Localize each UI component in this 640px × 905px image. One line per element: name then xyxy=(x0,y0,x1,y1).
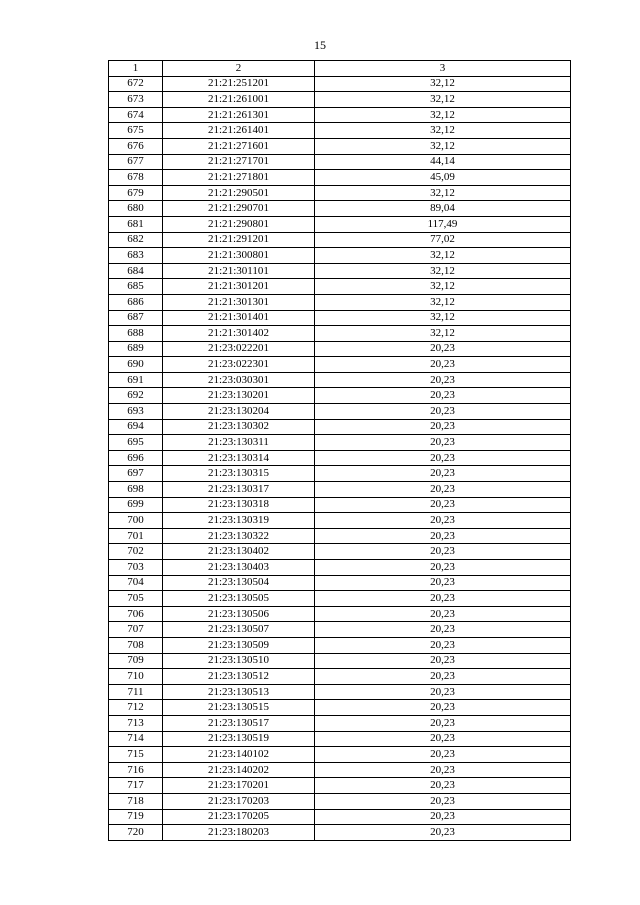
value-cell: 20,23 xyxy=(315,560,571,576)
row-number-cell: 710 xyxy=(109,669,163,685)
value-cell: 20,23 xyxy=(315,341,571,357)
table-row xyxy=(109,497,571,513)
table-row xyxy=(109,637,571,653)
cadastral-code-cell: 21:23:130507 xyxy=(163,622,315,638)
row-number-cell: 708 xyxy=(109,637,163,653)
row-number-cell: 712 xyxy=(109,700,163,716)
value-cell: 20,23 xyxy=(315,497,571,513)
cadastral-code-cell: 21:23:140102 xyxy=(163,747,315,763)
cadastral-code-cell: 21:21:290701 xyxy=(163,201,315,217)
cadastral-code-cell: 21:23:170203 xyxy=(163,793,315,809)
value-cell: 32,12 xyxy=(315,92,571,108)
row-number-cell: 683 xyxy=(109,248,163,264)
table-row xyxy=(109,450,571,466)
row-number-cell: 697 xyxy=(109,466,163,482)
cadastral-code-cell: 21:23:130509 xyxy=(163,637,315,653)
value-cell: 20,23 xyxy=(315,528,571,544)
table-row xyxy=(109,762,571,778)
table-row xyxy=(109,294,571,310)
table-row xyxy=(109,778,571,794)
cadastral-code-cell: 21:21:261001 xyxy=(163,92,315,108)
value-cell: 20,23 xyxy=(315,700,571,716)
cadastral-code-cell: 21:21:301301 xyxy=(163,294,315,310)
cadastral-code-cell: 21:23:130515 xyxy=(163,700,315,716)
table-row xyxy=(109,622,571,638)
cadastral-code-cell: 21:23:130302 xyxy=(163,419,315,435)
value-cell: 20,23 xyxy=(315,419,571,435)
row-number-cell: 681 xyxy=(109,216,163,232)
data-table xyxy=(108,60,571,841)
row-number-cell: 695 xyxy=(109,435,163,451)
row-number-cell: 715 xyxy=(109,747,163,763)
value-cell: 32,12 xyxy=(315,326,571,342)
value-cell: 32,12 xyxy=(315,123,571,139)
value-cell: 117,49 xyxy=(315,216,571,232)
cadastral-code-cell: 21:23:140202 xyxy=(163,762,315,778)
row-number-cell: 709 xyxy=(109,653,163,669)
value-cell: 32,12 xyxy=(315,76,571,92)
table-header xyxy=(109,61,571,77)
row-number-cell: 679 xyxy=(109,185,163,201)
cadastral-code-cell: 21:21:290501 xyxy=(163,185,315,201)
cadastral-code-cell: 21:23:130322 xyxy=(163,528,315,544)
value-cell: 20,23 xyxy=(315,591,571,607)
row-number-cell: 689 xyxy=(109,341,163,357)
value-cell: 20,23 xyxy=(315,372,571,388)
cadastral-code-cell: 21:21:261401 xyxy=(163,123,315,139)
value-cell: 20,23 xyxy=(315,606,571,622)
table-row xyxy=(109,123,571,139)
value-cell: 32,12 xyxy=(315,310,571,326)
cadastral-code-cell: 21:21:300801 xyxy=(163,248,315,264)
value-cell: 20,23 xyxy=(315,513,571,529)
row-number-cell: 685 xyxy=(109,279,163,295)
row-number-cell: 720 xyxy=(109,825,163,841)
cadastral-code-cell: 21:21:261301 xyxy=(163,107,315,123)
table-row xyxy=(109,326,571,342)
cadastral-code-cell: 21:23:130314 xyxy=(163,450,315,466)
row-number-cell: 690 xyxy=(109,357,163,373)
cadastral-code-cell: 21:23:022201 xyxy=(163,341,315,357)
cadastral-code-cell: 21:23:130506 xyxy=(163,606,315,622)
table-row xyxy=(109,248,571,264)
table-row xyxy=(109,263,571,279)
value-cell: 20,23 xyxy=(315,762,571,778)
row-number-cell: 706 xyxy=(109,606,163,622)
value-cell: 32,12 xyxy=(315,185,571,201)
value-cell: 20,23 xyxy=(315,684,571,700)
table-row xyxy=(109,747,571,763)
table-row xyxy=(109,825,571,841)
cadastral-code-cell: 21:23:130315 xyxy=(163,466,315,482)
row-number-cell: 698 xyxy=(109,482,163,498)
header-cell-1: 1 xyxy=(109,61,163,77)
cadastral-code-cell: 21:21:271801 xyxy=(163,170,315,186)
value-cell: 20,23 xyxy=(315,809,571,825)
cadastral-code-cell: 21:21:251201 xyxy=(163,76,315,92)
cadastral-code-cell: 21:21:271601 xyxy=(163,138,315,154)
table-body xyxy=(109,76,571,840)
row-number-cell: 714 xyxy=(109,731,163,747)
table-row xyxy=(109,216,571,232)
row-number-cell: 718 xyxy=(109,793,163,809)
header-cell-2: 2 xyxy=(163,61,315,77)
cadastral-code-cell: 21:23:130201 xyxy=(163,388,315,404)
value-cell: 20,23 xyxy=(315,435,571,451)
table-row xyxy=(109,544,571,560)
value-cell: 20,23 xyxy=(315,544,571,560)
cadastral-code-cell: 21:23:180203 xyxy=(163,825,315,841)
value-cell: 20,23 xyxy=(315,653,571,669)
cadastral-code-cell: 21:23:170205 xyxy=(163,809,315,825)
header-row xyxy=(109,61,571,77)
value-cell: 89,04 xyxy=(315,201,571,217)
cadastral-code-cell: 21:21:301401 xyxy=(163,310,315,326)
table-row xyxy=(109,138,571,154)
row-number-cell: 703 xyxy=(109,560,163,576)
row-number-cell: 711 xyxy=(109,684,163,700)
row-number-cell: 704 xyxy=(109,575,163,591)
row-number-cell: 673 xyxy=(109,92,163,108)
row-number-cell: 693 xyxy=(109,404,163,420)
row-number-cell: 676 xyxy=(109,138,163,154)
value-cell: 20,23 xyxy=(315,747,571,763)
cadastral-code-cell: 21:23:170201 xyxy=(163,778,315,794)
cadastral-code-cell: 21:23:130510 xyxy=(163,653,315,669)
row-number-cell: 675 xyxy=(109,123,163,139)
cadastral-code-cell: 21:21:271701 xyxy=(163,154,315,170)
table-row xyxy=(109,107,571,123)
cadastral-code-cell: 21:23:130319 xyxy=(163,513,315,529)
value-cell: 44,14 xyxy=(315,154,571,170)
cadastral-code-cell: 21:21:301402 xyxy=(163,326,315,342)
value-cell: 45,09 xyxy=(315,170,571,186)
table-row xyxy=(109,669,571,685)
value-cell: 20,23 xyxy=(315,731,571,747)
table-row xyxy=(109,466,571,482)
value-cell: 20,23 xyxy=(315,793,571,809)
cadastral-code-cell: 21:23:130204 xyxy=(163,404,315,420)
page-number: 15 xyxy=(314,38,326,52)
table-row xyxy=(109,731,571,747)
value-cell: 20,23 xyxy=(315,778,571,794)
row-number-cell: 686 xyxy=(109,294,163,310)
table-row xyxy=(109,715,571,731)
value-cell: 32,12 xyxy=(315,248,571,264)
row-number-cell: 716 xyxy=(109,762,163,778)
cadastral-code-cell: 21:23:130505 xyxy=(163,591,315,607)
table-row xyxy=(109,170,571,186)
value-cell: 32,12 xyxy=(315,107,571,123)
table-row xyxy=(109,700,571,716)
value-cell: 20,23 xyxy=(315,404,571,420)
value-cell: 20,23 xyxy=(315,482,571,498)
row-number-cell: 717 xyxy=(109,778,163,794)
table-row xyxy=(109,575,571,591)
row-number-cell: 713 xyxy=(109,715,163,731)
row-number-cell: 707 xyxy=(109,622,163,638)
value-cell: 20,23 xyxy=(315,715,571,731)
row-number-cell: 682 xyxy=(109,232,163,248)
table-row xyxy=(109,201,571,217)
row-number-cell: 688 xyxy=(109,326,163,342)
cadastral-code-cell: 21:23:130504 xyxy=(163,575,315,591)
cadastral-code-cell: 21:23:022301 xyxy=(163,357,315,373)
cadastral-code-cell: 21:23:130318 xyxy=(163,497,315,513)
table-row xyxy=(109,684,571,700)
row-number-cell: 696 xyxy=(109,450,163,466)
cadastral-code-cell: 21:23:130403 xyxy=(163,560,315,576)
row-number-cell: 674 xyxy=(109,107,163,123)
table-row xyxy=(109,404,571,420)
cadastral-code-cell: 21:21:301201 xyxy=(163,279,315,295)
cadastral-code-cell: 21:23:130311 xyxy=(163,435,315,451)
value-cell: 77,02 xyxy=(315,232,571,248)
table-row xyxy=(109,482,571,498)
table-row xyxy=(109,185,571,201)
value-cell: 20,23 xyxy=(315,388,571,404)
table-row xyxy=(109,528,571,544)
value-cell: 20,23 xyxy=(315,575,571,591)
value-cell: 32,12 xyxy=(315,263,571,279)
value-cell: 32,12 xyxy=(315,138,571,154)
cadastral-code-cell: 21:21:301101 xyxy=(163,263,315,279)
row-number-cell: 687 xyxy=(109,310,163,326)
value-cell: 20,23 xyxy=(315,450,571,466)
table-row xyxy=(109,591,571,607)
table-row xyxy=(109,793,571,809)
value-cell: 32,12 xyxy=(315,294,571,310)
row-number-cell: 699 xyxy=(109,497,163,513)
value-cell: 20,23 xyxy=(315,637,571,653)
cadastral-code-cell: 21:23:130519 xyxy=(163,731,315,747)
row-number-cell: 700 xyxy=(109,513,163,529)
row-number-cell: 684 xyxy=(109,263,163,279)
cadastral-code-cell: 21:21:291201 xyxy=(163,232,315,248)
row-number-cell: 680 xyxy=(109,201,163,217)
table-row xyxy=(109,560,571,576)
cadastral-code-cell: 21:23:130317 xyxy=(163,482,315,498)
value-cell: 20,23 xyxy=(315,357,571,373)
table-row xyxy=(109,419,571,435)
row-number-cell: 691 xyxy=(109,372,163,388)
value-cell: 20,23 xyxy=(315,466,571,482)
cadastral-code-cell: 21:23:130513 xyxy=(163,684,315,700)
table-row xyxy=(109,279,571,295)
cadastral-code-cell: 21:21:290801 xyxy=(163,216,315,232)
cadastral-code-cell: 21:23:130517 xyxy=(163,715,315,731)
row-number-cell: 702 xyxy=(109,544,163,560)
table-row xyxy=(109,388,571,404)
table-row xyxy=(109,92,571,108)
row-number-cell: 692 xyxy=(109,388,163,404)
row-number-cell: 678 xyxy=(109,170,163,186)
table-row xyxy=(109,653,571,669)
table-row xyxy=(109,154,571,170)
table-row xyxy=(109,606,571,622)
table-row xyxy=(109,435,571,451)
cadastral-code-cell: 21:23:130402 xyxy=(163,544,315,560)
value-cell: 20,23 xyxy=(315,669,571,685)
table-row xyxy=(109,809,571,825)
header-cell-3: 3 xyxy=(315,61,571,77)
row-number-cell: 705 xyxy=(109,591,163,607)
row-number-cell: 701 xyxy=(109,528,163,544)
cadastral-code-cell: 21:23:130512 xyxy=(163,669,315,685)
cadastral-code-cell: 21:23:030301 xyxy=(163,372,315,388)
table-row xyxy=(109,310,571,326)
row-number-cell: 672 xyxy=(109,76,163,92)
row-number-cell: 719 xyxy=(109,809,163,825)
value-cell: 20,23 xyxy=(315,622,571,638)
row-number-cell: 677 xyxy=(109,154,163,170)
table-row xyxy=(109,341,571,357)
table-row xyxy=(109,76,571,92)
row-number-cell: 694 xyxy=(109,419,163,435)
table-row xyxy=(109,232,571,248)
value-cell: 20,23 xyxy=(315,825,571,841)
table-row xyxy=(109,372,571,388)
table-row xyxy=(109,357,571,373)
table-row xyxy=(109,513,571,529)
value-cell: 32,12 xyxy=(315,279,571,295)
